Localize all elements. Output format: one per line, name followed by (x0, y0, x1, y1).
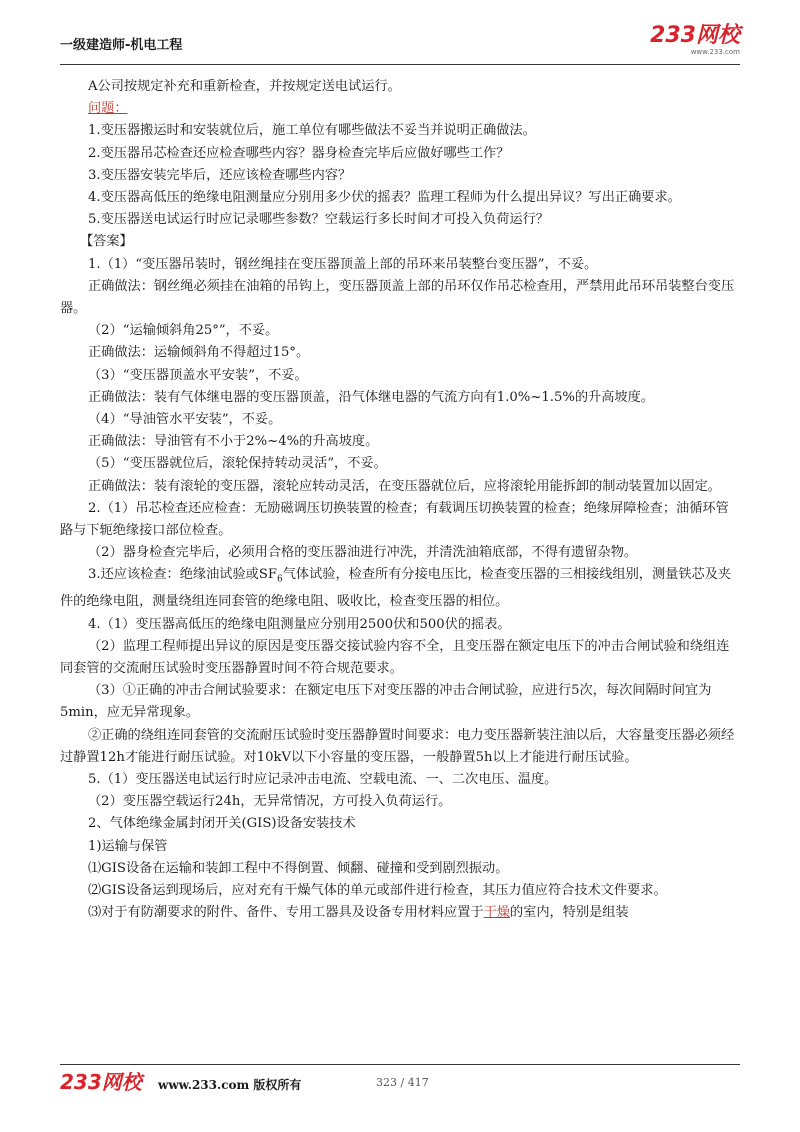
answer-3-text-b: 气体试验，检查所有分接电压比，检查变压器的三相接线组别，测量铁芯及夹件的绝缘电阻，测量绕组连同套管的绝缘电阻、吸收比，检查变压器的相位。 (60, 567, 732, 610)
gis-item-3-text-a: ⑶对于有防潮要求的附件、备件、专用工器具及设备专用材料应置于 (88, 905, 484, 921)
footer-logo: 233网校 (60, 1070, 142, 1094)
brand-logo (650, 24, 740, 56)
page-number: 323 / 417 (376, 1076, 429, 1089)
gis-item-1: ⑴GIS设备在运输和装卸工程中不得倒置、倾翻、碰撞和受到剧烈振动。 (88, 860, 509, 876)
paragraph: A公司按规定补充和重新检查，并按规定送电试运行。 (88, 79, 401, 94)
answer-1-2-fix: 正确做法：运输倾斜角不得超过15°。 (88, 345, 310, 361)
question-1: 1.变压器搬运时和安装就位后，施工单位有哪些做法不妥当并说明正确做法。 (88, 123, 536, 139)
gis-item-2: ⑵GIS设备运到现场后，应对充有干燥气体的单元或部件进行检查，其压力值应符合技术文件要求。 (88, 882, 667, 898)
answer-heading: 【答案】 (80, 234, 133, 250)
answer-3 (60, 564, 740, 613)
answer-1-3: （3）“变压器顶盖水平安装”，不妥。 (88, 367, 308, 383)
gis-item-3 (88, 902, 740, 924)
logo-text: 233网校 (650, 23, 740, 48)
answer-1-4-fix: 正确做法：导油管有不小于2%~4%的升高坡度。 (88, 434, 379, 450)
highlighted-term[interactable]: 干燥 (483, 905, 510, 921)
answer-1-5-fix: 正确做法：装有滚轮的变压器，滚轮应转动灵活，在变压器就位后，应将滚轮用能拆卸的制动装置加以固定。 (88, 478, 721, 494)
header-divider (60, 64, 740, 65)
answer-3-subscript: 6 (277, 575, 283, 586)
question-3: 3.变压器安装完毕后，还应该检查哪些内容？ (88, 167, 352, 183)
answer-2-1: 2.（1）吊芯检查还应检查：无励磁调压切换装置的检查；有载调压切换装置的检查；绝缘屏障检查；油循环管路与下轭绝缘接口部位检查。 (60, 500, 729, 539)
answer-4-2: （2）监理工程师提出异议的原因是变压器交接试验内容不全，且变压器在额定电压下的冲击合闸试验和绕组连同套管的交流耐压试验时变压器静置时间不符合规范要求。 (60, 638, 730, 676)
answer-1-4: （4）“导油管水平安装”，不妥。 (88, 412, 282, 428)
question-4: 4.变压器高低压的绝缘电阻测量应分别用多少伏的摇表？监理工程师为什么提出异议？写出正确要求。 (88, 190, 681, 206)
answer-1-5: （5）“变压器就位后，滚轮保持转动灵活”，不妥。 (88, 456, 387, 472)
answer-4-3-2: ②正确的绕组连同套管的交流耐压试验时变压器静置时间要求：电力变压器新装注油以后，大容量变压器必须经过静置12h才能进行耐压试验。对10kV以下小容量的变压器，一般静置5h以上才能进行耐压试验。 (60, 727, 735, 765)
answer-5-1: 5.（1）变压器送电试运行时应记录冲击电流、空载电流、一、二次电压、温度。 (88, 771, 558, 787)
question-2: 2.变压器吊芯检查还应检查哪些内容？器身检查完毕后应做好哪些工作？ (88, 145, 510, 161)
gis-item-3-text-b: 的室内，特别是组装 (510, 905, 629, 921)
subsection-heading: 1)运输与保管 (88, 838, 168, 854)
answer-5-2: （2）变压器空载运行24h，无异常情况，方可投入负荷运行。 (88, 794, 452, 810)
questions-heading: 问题： (88, 101, 128, 117)
footer-copyright: www.233.com 版权所有 (158, 1078, 302, 1092)
logo-url: www.233.com (690, 48, 740, 56)
footer-divider (60, 1064, 740, 1065)
answer-1-3-fix: 正确做法：装有气体继电器的变压器顶盖，沿气体继电器的气流方向有1.0%~1.5%的升高坡度。 (88, 389, 654, 405)
answer-1-2: （2）“运输倾斜角25°”，不妥。 (88, 323, 279, 339)
answer-4-1: 4.（1）变压器高低压的绝缘电阻测量应分别用2500伏和500伏的摇表。 (88, 616, 511, 632)
page-footer (60, 1071, 740, 1095)
page-header (60, 23, 740, 62)
answer-2-2: （2）器身检查完毕后，必须用合格的变压器油进行冲洗，并清洗油箱底部，不得有遗留杂物。 (88, 545, 638, 561)
answer-4-3: （3）①正确的冲击合闸试验要求：在额定电压下对变压器的冲击合闸试验，应进行5次，每次间隔时间宜为5min，应无异常现象。 (60, 683, 712, 721)
document-body (60, 76, 740, 924)
answer-3-text-a: 3.还应该检查：绝缘油试验或SF (88, 567, 278, 583)
header-title: 一级建造师-机电工程 (60, 38, 183, 53)
question-5: 5.变压器送电试运行时应记录哪些参数？空载运行多长时间才可投入负荷运行？ (88, 212, 549, 228)
answer-1-1: 1.（1）“变压器吊装时，钢丝绳挂在变压器顶盖上部的吊环来吊装整台变压器”，不妥。 (88, 256, 598, 272)
section-heading-gis: 2、气体绝缘金属封闭开关(GIS)设备安装技术 (88, 816, 356, 832)
answer-1-1-fix: 正确做法：钢丝绳必须挂在油箱的吊钩上，变压器顶盖上部的吊环仅作吊芯检查用，严禁用此吊环吊装整台变压器。 (60, 278, 735, 317)
